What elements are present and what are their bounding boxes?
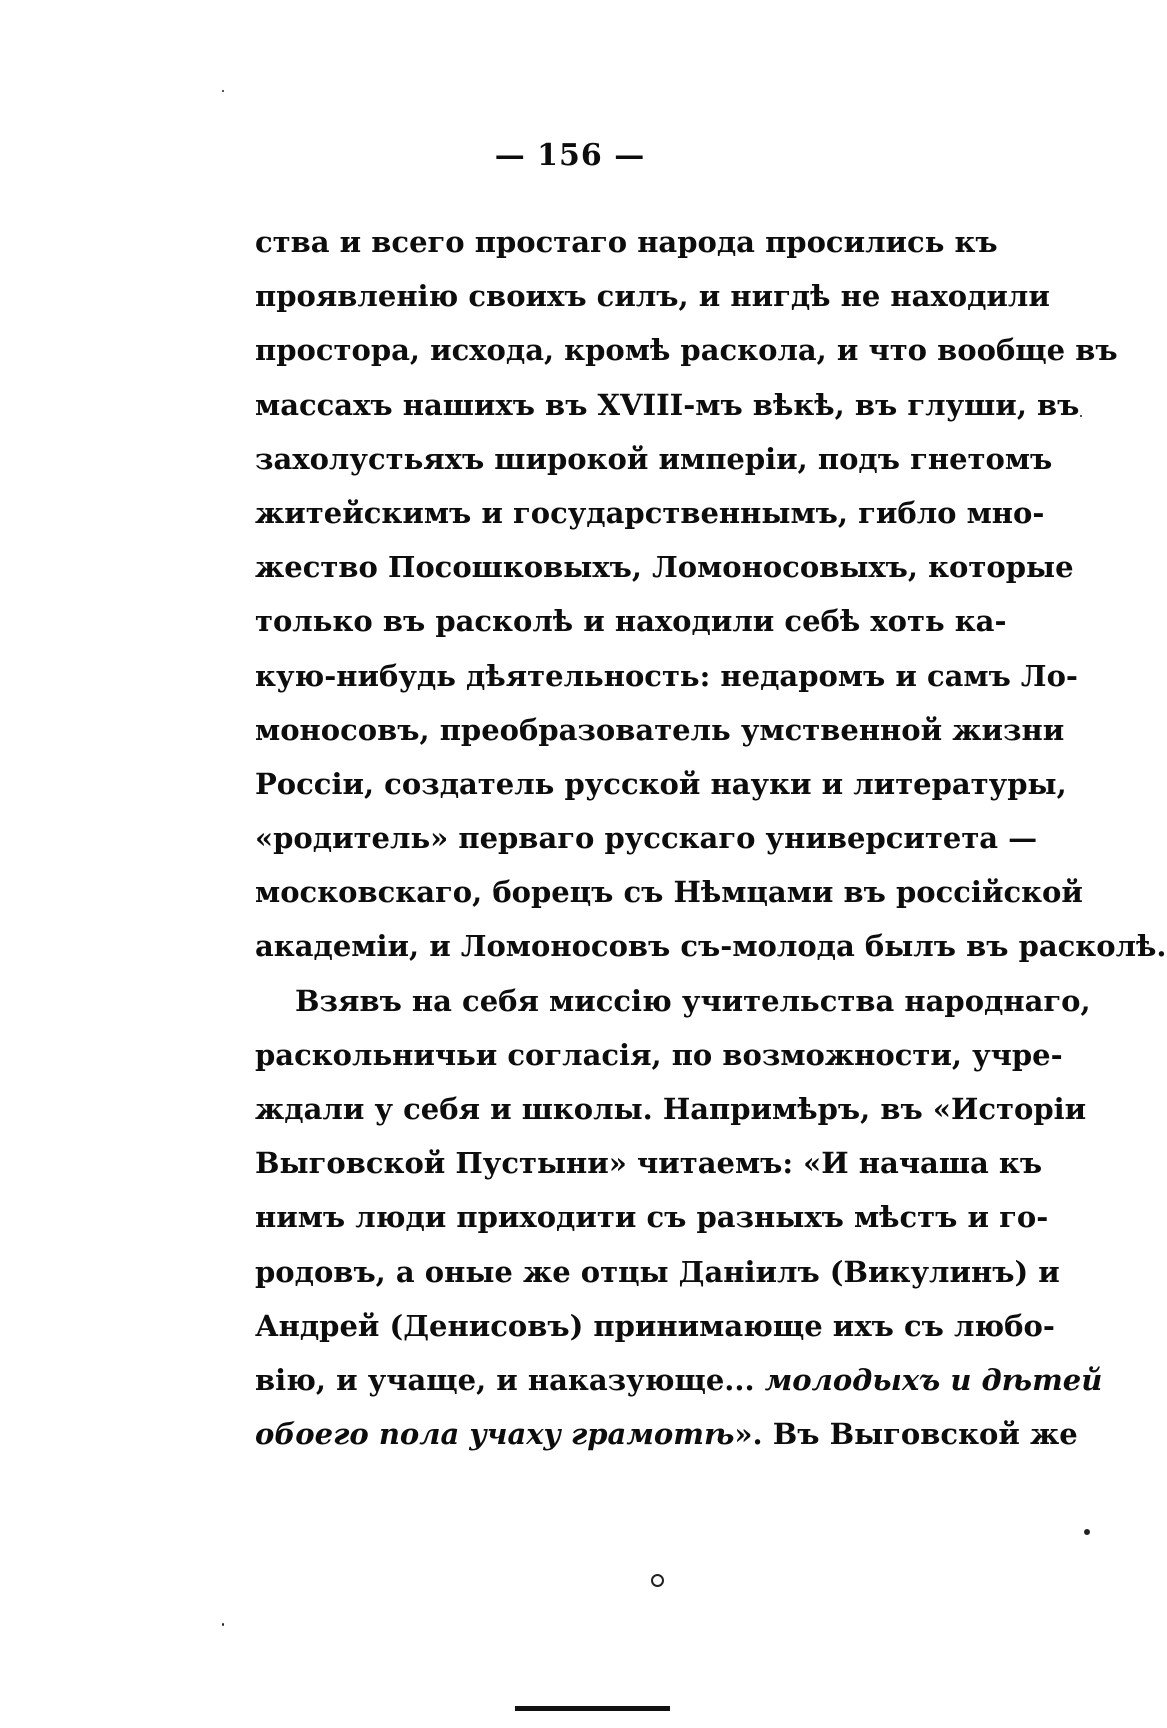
text-segment: ». Въ Выговской же xyxy=(734,1417,1078,1452)
ink-ring-mark xyxy=(651,1574,664,1587)
text-line: ждали у себя и школы. Напримѣръ, въ «Исторіи xyxy=(255,1092,1087,1126)
text-line: только въ расколѣ и находили себѣ хоть ка- xyxy=(255,604,1007,639)
text-line: житейскимъ и государственнымъ, гибло мно- xyxy=(255,495,1045,530)
page-number: — 156 — xyxy=(494,138,646,173)
text-line: Взявъ на себя миссію учительства народнаго, xyxy=(295,983,1091,1018)
text-line: Андрей (Денисовъ) принимающе ихъ съ любо- xyxy=(255,1308,1055,1343)
italic-text: обоего пола учаху грамотѣ xyxy=(255,1417,735,1452)
body-text xyxy=(255,215,1167,1461)
italic-text: молодыхъ и дѣтей xyxy=(764,1362,1103,1397)
text-line: московскаго, борецъ съ Нѣмцами въ россійской xyxy=(255,875,1083,910)
ink-speck xyxy=(222,90,224,92)
text-segment: вію, и учаще, и наказующе... xyxy=(255,1362,755,1397)
text-line: кую-нибудь дѣятельность: недаромъ и самъ Ло- xyxy=(255,658,1078,693)
text-line: родовъ, а оные же отцы Даніилъ (Викулинъ) и xyxy=(255,1254,1060,1289)
text-line: ства и всего простаго народа просились къ xyxy=(255,225,998,259)
text-line: захолустьяхъ широкой имперіи, подъ гнетомъ xyxy=(255,441,1053,476)
text-line: Россіи, создатель русской науки и литературы, xyxy=(255,766,1067,801)
text-line: «родитель» перваго русскаго университета — xyxy=(255,821,1038,856)
text-line: простора, исхода, кромѣ раскола, и что вообще въ xyxy=(255,333,1118,368)
text-line: раскольничьи согласія, по возможности, учре- xyxy=(255,1037,1063,1072)
ink-speck xyxy=(1084,1529,1090,1535)
text-line: Выговской Пустыни» читаемъ: «И начаша къ xyxy=(255,1146,1043,1181)
text-line xyxy=(255,1407,1078,1461)
bottom-rule xyxy=(515,1706,670,1711)
text-line xyxy=(255,1353,1103,1407)
text-line: нимъ люди приходити съ разныхъ мѣстъ и го- xyxy=(255,1200,1049,1235)
text-line: академіи, и Ломоносовъ съ-молода былъ въ расколѣ. xyxy=(255,929,1167,964)
ink-speck xyxy=(1080,415,1082,417)
text-line: массахъ нашихъ въ XVIII-мъ вѣкѣ, въ глуши, въ xyxy=(255,387,1080,422)
text-line: жество Посошковыхъ, Ломоносовыхъ, которые xyxy=(255,550,1074,585)
ink-speck xyxy=(222,1623,224,1626)
text-line: проявленію своихъ силъ, и нигдѣ не находили xyxy=(255,279,1050,314)
text-line: моносовъ, преобразователь умственной жизни xyxy=(255,712,1065,747)
